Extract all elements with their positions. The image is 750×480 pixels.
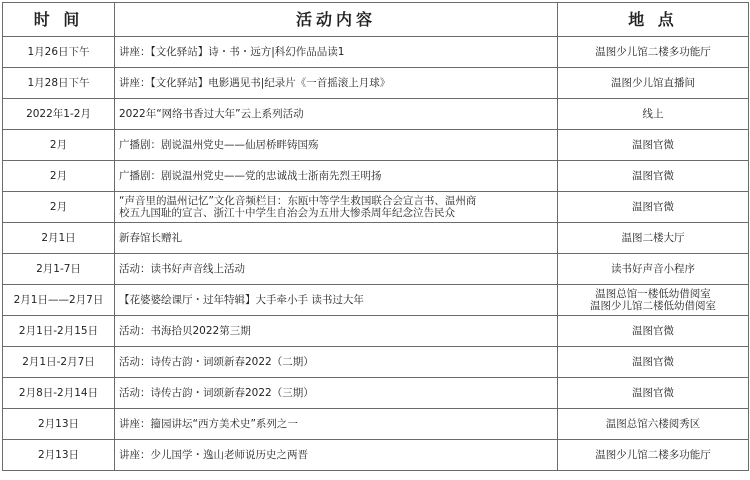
cell-place: 温图少儿馆二楼多功能厅 bbox=[558, 37, 749, 68]
cell-time: 2月 bbox=[3, 130, 115, 161]
cell-activity: 2022年“网络书香过大年”云上系列活动 bbox=[115, 99, 558, 130]
table-header-row bbox=[3, 3, 749, 37]
cell-place: 温图官微 bbox=[558, 192, 749, 223]
cell-activity: 讲座：少儿国学・逸山老师说历史之两晋 bbox=[115, 440, 558, 471]
cell-place: 读书好声音小程序 bbox=[558, 254, 749, 285]
cell-time: 1月26日下午 bbox=[3, 37, 115, 68]
cell-place: 温图官微 bbox=[558, 161, 749, 192]
cell-time: 2月1-7日 bbox=[3, 254, 115, 285]
cell-place: 温图少儿馆二楼多功能厅 bbox=[558, 440, 749, 471]
cell-activity: 活动：诗传古韵・词颂新春2022（二期） bbox=[115, 347, 558, 378]
cell-place: 温图官微 bbox=[558, 130, 749, 161]
table-row bbox=[3, 409, 749, 440]
cell-time: 2022年1-2月 bbox=[3, 99, 115, 130]
cell-activity: 【花婆婆绘课厅・过年特辑】大手牵小手 读书过大年 bbox=[115, 285, 558, 316]
cell-time: 2月1日 bbox=[3, 223, 115, 254]
cell-time: 2月8日-2月14日 bbox=[3, 378, 115, 409]
cell-place: 温图总馆六楼阅秀区 bbox=[558, 409, 749, 440]
table-row bbox=[3, 347, 749, 378]
table-row bbox=[3, 378, 749, 409]
table-row bbox=[3, 440, 749, 471]
cell-activity: 活动：书海拾贝2022第三期 bbox=[115, 316, 558, 347]
cell-activity: 讲座：籀园讲坛“西方美术史”系列之一 bbox=[115, 409, 558, 440]
table-row bbox=[3, 161, 749, 192]
cell-time: 2月 bbox=[3, 192, 115, 223]
cell-place: 温图官微 bbox=[558, 378, 749, 409]
cell-place: 温图官微 bbox=[558, 316, 749, 347]
cell-activity: 讲座：【文化驿站】电影遇见书|纪录片《一首摇滚上月球》 bbox=[115, 68, 558, 99]
table-row bbox=[3, 223, 749, 254]
table-row bbox=[3, 192, 749, 223]
cell-activity: 新春馆长赠礼 bbox=[115, 223, 558, 254]
cell-place: 线上 bbox=[558, 99, 749, 130]
header-time: 时 间 bbox=[3, 3, 115, 37]
table-row bbox=[3, 130, 749, 161]
cell-time: 2月13日 bbox=[3, 409, 115, 440]
cell-time: 2月1日-2月7日 bbox=[3, 347, 115, 378]
cell-activity: 活动：读书好声音线上活动 bbox=[115, 254, 558, 285]
cell-activity: 讲座：【文化驿站】诗・书・远方|科幻作品品读1 bbox=[115, 37, 558, 68]
cell-place: 温图二楼大厅 bbox=[558, 223, 749, 254]
table-row bbox=[3, 316, 749, 347]
cell-activity: 广播剧：剧说温州党史——仙居桥畔铸国殇 bbox=[115, 130, 558, 161]
cell-activity: “声音里的温州记忆”文化音频栏目：东瓯中等学生救国联合会宣言书、温州商 校五九国耻的宣言、浙江十中学生自治会为五卅大惨杀周年纪念泣告民众 bbox=[115, 192, 558, 223]
cell-place: 温图总馆一楼低幼借阅室 温图少儿馆二楼低幼借阅室 bbox=[558, 285, 749, 316]
cell-time: 2月13日 bbox=[3, 440, 115, 471]
cell-time: 2月 bbox=[3, 161, 115, 192]
cell-activity: 活动：诗传古韵・词颂新春2022（三期） bbox=[115, 378, 558, 409]
cell-time: 1月28日下午 bbox=[3, 68, 115, 99]
cell-place: 温图少儿馆直播间 bbox=[558, 68, 749, 99]
cell-time: 2月1日——2月7日 bbox=[3, 285, 115, 316]
activity-schedule-table bbox=[2, 2, 749, 471]
header-activity: 活动内容 bbox=[115, 3, 558, 37]
table-row bbox=[3, 68, 749, 99]
table-row bbox=[3, 99, 749, 130]
table-row bbox=[3, 254, 749, 285]
cell-activity: 广播剧：剧说温州党史——党的忠诚战士浙南先烈王明扬 bbox=[115, 161, 558, 192]
cell-place: 温图官微 bbox=[558, 347, 749, 378]
table-row bbox=[3, 285, 749, 316]
table-row bbox=[3, 37, 749, 68]
header-place: 地 点 bbox=[558, 3, 749, 37]
cell-time: 2月1日-2月15日 bbox=[3, 316, 115, 347]
